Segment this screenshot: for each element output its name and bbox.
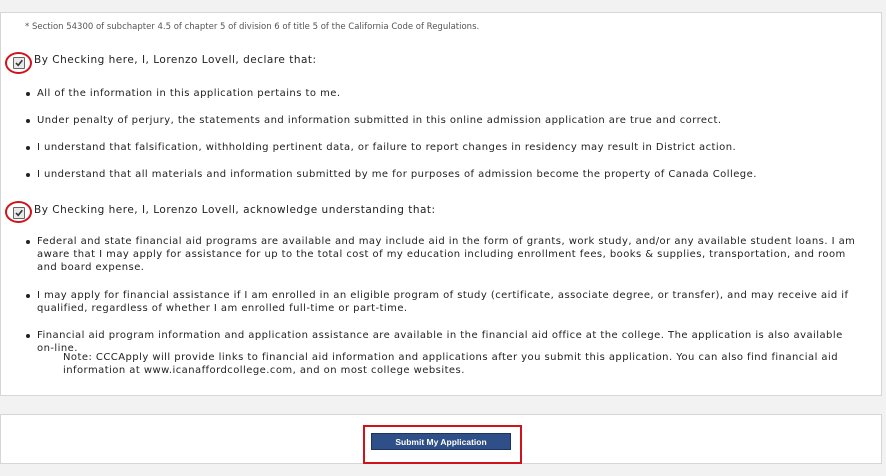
list-item: Under penalty of perjury, the statements and information submitted in this online admission application are true and correct. — [24, 114, 859, 127]
list-item: Federal and state financial aid programs are available and may include aid in the form of grants, work study, and/or any available student loans. I am aware that I may apply for assistance for up to the total cost of my education including enrollment fees, books & supplies, transportation, and room and board expense. — [24, 235, 859, 274]
list-item: I may apply for financial assistance if I am enrolled in an eligible program of study (certificate, associate degree, or transfer), and may receive aid if qualified, regardless of whether I am enrolled full-time or part-time. — [24, 289, 859, 315]
acknowledge-checkbox-highlight — [5, 201, 32, 223]
submit-application-button[interactable]: Submit My Application — [371, 433, 511, 450]
regulation-footnote: * Section 54300 of subchapter 4.5 of chapter 5 of division 6 of title 5 of the California Code of Regulations. — [25, 22, 480, 32]
financial-aid-note: Note: CCCApply will provide links to financial aid information and applications after you submit this application. You can also find financial aid information at www.icanaffordcollege.com, and on most college websites. — [63, 352, 839, 376]
list-item: Financial aid program information and application assistance are available in the financial aid office at the college. The application is also available on-line. — [24, 329, 859, 355]
declare-label: By Checking here, I, Lorenzo Lovell, declare that: — [34, 54, 317, 66]
list-item: All of the information in this application pertains to me. — [24, 87, 859, 100]
declare-checkbox-highlight — [5, 52, 32, 74]
list-item: I understand that all materials and information submitted by me for purposes of admission become the property of Canada College. — [24, 168, 859, 181]
acknowledge-label: By Checking here, I, Lorenzo Lovell, acknowledge understanding that: — [34, 204, 436, 216]
list-item: I understand that falsification, withholding pertinent data, or failure to report changes in residency may result in District action. — [24, 141, 859, 154]
